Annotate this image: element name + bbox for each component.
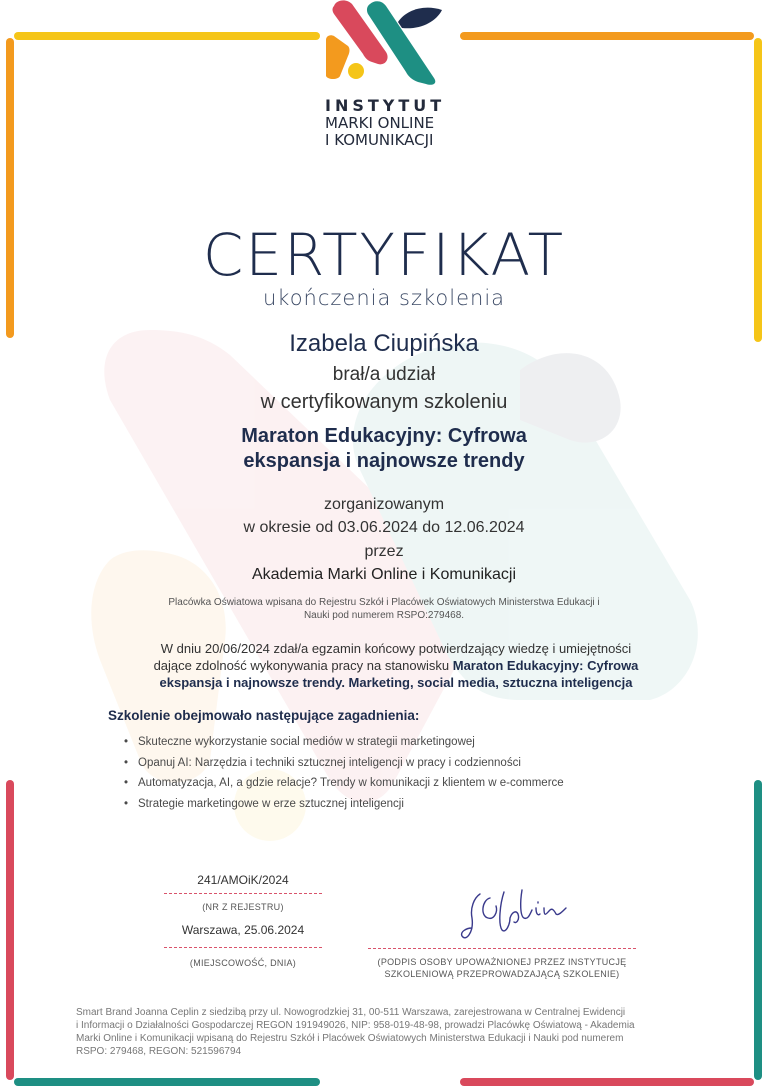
topic-item: • Strategie marketingowe w erze sztucznej inteligencji: [124, 794, 684, 815]
topic-item: • Automatyzacja, AI, a gdzie relacje? Trendy w komunikacji z klientem w e-commerce: [124, 773, 684, 794]
registry-number: 241/AMOiK/2024: [197, 873, 289, 887]
place-date-label: (MIEJSCOWOŚĆ, DNIA): [189, 958, 297, 968]
took-part-text: brał/a udział: [332, 364, 436, 385]
logo-line-marki-online: MARKI ONLINE: [325, 114, 435, 132]
course-title-line-1: Maraton Edukacyjny: Cyfrowa: [241, 425, 527, 447]
topic-item: • Skuteczne wykorzystanie social mediów w strategii marketingowej: [124, 732, 684, 753]
logo-line-instytut: INSTYTUT: [325, 96, 446, 115]
period-text: w okresie od 03.06.2024 do 12.06.2024: [243, 519, 525, 536]
footer-line-3: Marki Online i Komunikacji wpisaną do Rejestru Szkół i Placówek Oświatowych Ministerstwa Edukacji i Nauki pod numerem: [76, 1033, 624, 1044]
exam-line-2-bold: Maraton Edukacyjny: Cyfrowa: [452, 658, 639, 673]
topics-list: [124, 732, 684, 814]
footer-text: [76, 1006, 696, 1058]
registry-number-label: (NR Z REJESTRU): [202, 902, 284, 912]
footer-line-4: RSPO: 279468, REGON: 521596794: [76, 1046, 242, 1057]
exam-paragraph: [116, 640, 676, 691]
topics-heading: Szkolenie obejmowało następujące zagadnienia:: [108, 708, 420, 723]
place-date: Warszawa, 25.06.2024: [181, 923, 305, 937]
course-title-line-2: ekspansja i najnowsze trendy: [243, 450, 525, 472]
exam-line-2-plain: dające zdolność wykonywania pracy na stanowisku: [153, 658, 453, 673]
participant-name: Izabela Ciupińska: [289, 330, 479, 357]
registry-note-line-1: Placówka Oświatowa wpisana do Rejestru Szkół i Placówek Oświatowych Ministerstwa Edukacji i: [168, 597, 600, 608]
footer-line-1: Smart Brand Joanna Ceplin z siedzibą przy ul. Nowogrodzkiej 31, 00-511 Warszawa, zarejestrowana w Centralnej Ewidencji: [76, 1007, 626, 1018]
exam-line-1: W dniu 20/06/2024 zdał/a egzamin końcowy potwierdzający wiedzę i umiejętności: [160, 641, 632, 656]
signature-label-line-2: SZKOLENIOWĄ PRZEPROWADZAJĄCĄ SZKOLENIE): [384, 969, 620, 979]
signature-line: [368, 948, 636, 949]
in-training-text: w certyfikowanym szkoleniu: [260, 391, 508, 413]
footer-line-2: i Informacji o Działalności Gospodarczej REGON 191949026, NIP: 958-019-48-98, prowadzi Placówkę Oświatową - Akademia: [76, 1020, 635, 1031]
institute-logo-icon: [322, 0, 446, 86]
registry-note-line-2: Nauki pod numerem RSPO:279468.: [303, 610, 465, 621]
by-text: przez: [364, 543, 404, 560]
handwritten-signature-icon: [460, 884, 570, 946]
organized-text: zorganizowanym: [323, 496, 445, 513]
signature-label-line-1: (PODPIS OSOBY UPOWAŻNIONEJ PRZEZ INSTYTUCJĘ: [377, 957, 627, 967]
certificate-subtitle: ukończenia szkolenia: [262, 286, 506, 310]
exam-line-3: ekspansja i najnowsze trendy. Marketing, social media, sztuczna inteligencja: [159, 675, 633, 690]
registry-number-line: [164, 893, 322, 894]
topic-item: • Opanuj AI: Narzędzia i techniki sztucznej inteligencji w pracy i codzienności: [124, 753, 684, 774]
organizer-name: Akademia Marki Online i Komunikacji: [251, 566, 517, 583]
logo-line-komunikacji: I KOMUNIKACJI: [325, 131, 434, 149]
exam-line-2: [116, 657, 676, 674]
certificate-title: CERTYFIKAT: [202, 221, 566, 289]
place-date-line: [164, 947, 322, 948]
